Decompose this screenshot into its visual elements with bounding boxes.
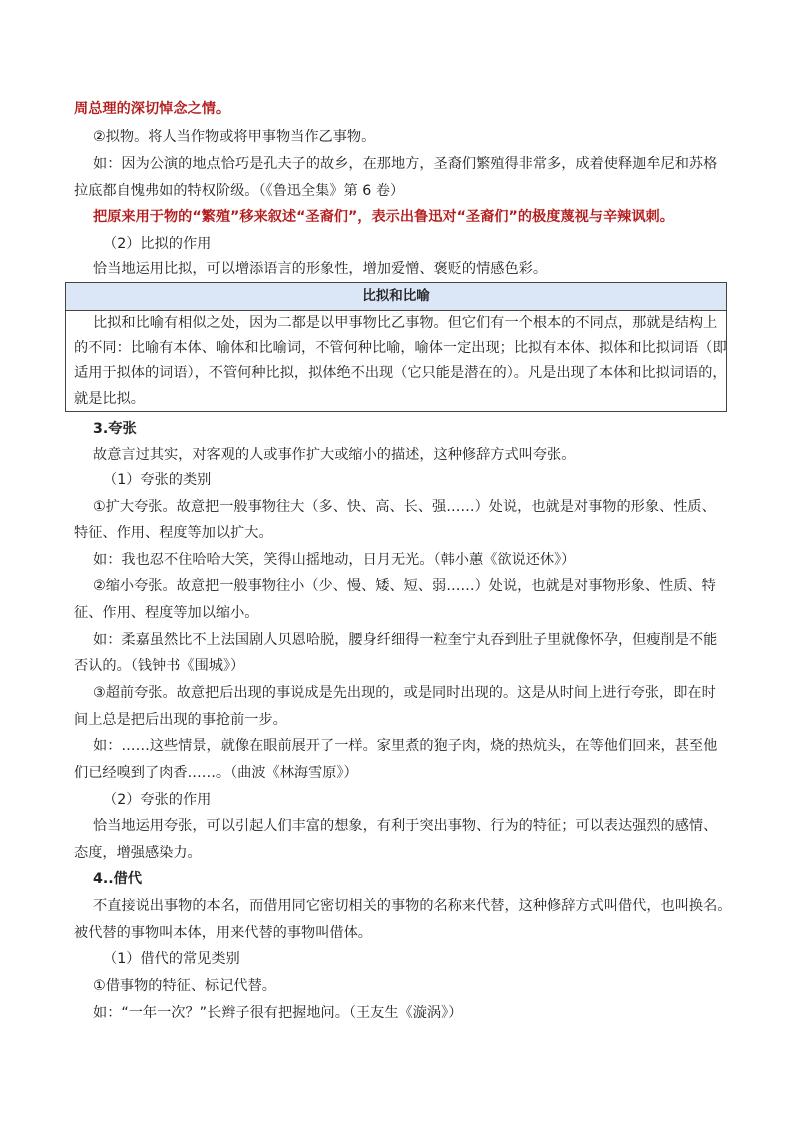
comparison-box	[65, 282, 727, 412]
list-item-niwu: ②拟物。将人当作物或将甲事物当作乙事物。	[93, 129, 376, 145]
list-item: ③超前夸张。故意把后出现的事说成是先出现的，或是同时出现的。这是从时间上进行夸张，即在时	[93, 685, 716, 701]
box-text-line: 就是比拟。	[74, 391, 145, 407]
subsection-heading: （2）夸张的作用	[103, 792, 212, 808]
box-text-line: 的不同：比喻有本体、喻体和比喻词，不管何种比喻，喻体一定出现；比拟有本体、拟体和比拟词语（即	[74, 340, 727, 356]
example-line: 如：……这些情景，就像在眼前展开了一样。家里煮的狍子肉，烧的热炕头，在等他们回来，甚至他	[93, 738, 718, 754]
paragraph: 恰当地运用夸张，可以引起人们丰富的想象，有利于突出事物、行为的特征；可以表达强烈的感情、	[93, 818, 718, 834]
analysis-note: 把原来用于物的“繁殖”移来叙述“圣裔们”，表示出鲁迅对“圣裔们”的极度蔑视与辛辣讽刺。	[93, 209, 674, 225]
list-item: ①借事物的特征、标记代替。	[93, 978, 276, 994]
list-item: ①扩大夸张。故意把一般事物往大（多、快、高、长、强……）处说，也就是对事物的形象、性质、	[93, 499, 716, 515]
definition: 不直接说出事物的本名，而借用同它密切相关的事物的名称来代替，这种修辞方式叫借代，也叫换名。	[93, 898, 732, 914]
list-item: ②缩小夸张。故意把一般事物往小（少、慢、矮、短、弱……）处说，也就是对事物形象、性质、特	[93, 578, 716, 594]
example-line: 如：柔嘉虽然比不上法国剧人贝恩哈脱，腰身纤细得一粒奎宁丸吞到肚子里就像怀孕，但瘦削是不能	[93, 632, 718, 648]
definition: 故意言过其实，对客观的人或事作扩大或缩小的描述，这种修辞方式叫夸张。	[93, 447, 576, 463]
list-item-cont: 间上总是把后出现的事抢前一步。	[74, 712, 287, 728]
paragraph: 态度，增强感染力。	[74, 845, 202, 861]
subsection-heading: （1）夸张的类别	[103, 472, 212, 488]
list-item-cont: 征、作用、程度等加以缩小。	[74, 605, 259, 621]
example-line: 们已经嗅到了肉香……。（曲波《林海雪原》）	[74, 765, 358, 781]
example-line: 否认的。（钱钟书《围城》）	[74, 658, 245, 674]
box-title: 比拟和比喻	[66, 283, 726, 311]
continued-sentence: 周总理的深切悼念之情。	[74, 101, 231, 117]
section-heading: 3.夸张	[93, 421, 137, 437]
example-line: 如：我也忍不住哈哈大笑，笑得山摇地动，日月无光。（韩小蕙《欲说还休》）	[93, 552, 576, 568]
section-heading: 4..借代	[93, 871, 143, 887]
box-text-line: 适用于拟体的词语），不管何种比拟，拟体绝不出现（它只能是潜在的）。凡是出现了本体和比拟词语的，	[74, 365, 727, 381]
box-text-line: 比拟和比喻有相似之处，因为二都是以甲事物比乙事物。但它们有一个根本的不同点，那就是结构上	[93, 315, 718, 331]
subsection-heading: （2）比拟的作用	[103, 236, 212, 252]
paragraph: 恰当地运用比拟，可以增添语言的形象性，增加爱憎、褒贬的情感色彩。	[93, 261, 548, 277]
subsection-heading: （1）借代的常见类别	[103, 951, 240, 967]
list-item-cont: 特征、作用、程度等加以扩大。	[74, 525, 273, 541]
example-line: 如：因为公演的地点恰巧是孔夫子的故乡，在那地方，圣裔们繁殖得非常多，成着使释迦牟尼和苏格	[93, 156, 718, 172]
definition: 被代替的事物叫本体，用来代替的事物叫借体。	[74, 925, 372, 941]
example-line: 拉底都自愧弗如的特权阶级。（《鲁迅全集》第 6 卷）	[74, 183, 405, 199]
example-line: 如：“一年一次？”长辫子很有把握地问。（王友生《漩涡》）	[93, 1005, 463, 1021]
